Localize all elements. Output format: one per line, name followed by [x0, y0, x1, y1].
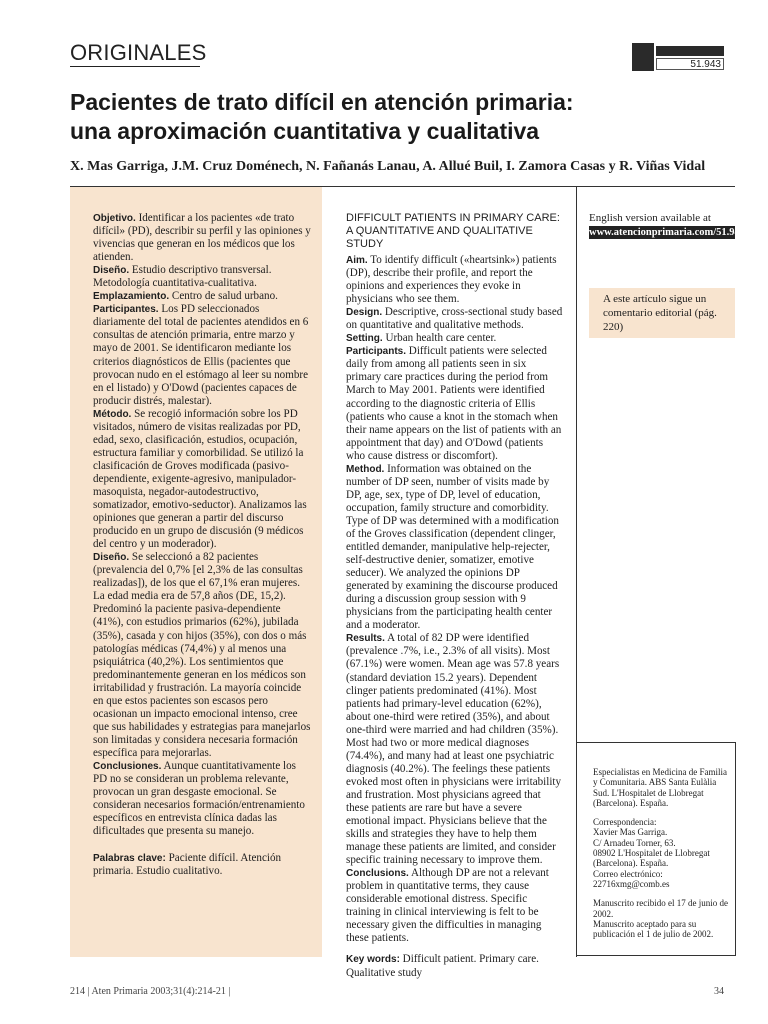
page-number: 34 — [714, 986, 724, 997]
english-version-link[interactable]: www.atencionprimaria.com/51.944 — [589, 227, 746, 238]
email-label: Correo electrónico: — [593, 868, 663, 879]
journal-logo — [632, 43, 724, 71]
correspondence-street: C/ Arnadeu Torner, 63. — [593, 837, 676, 848]
resumen-resultados: Diseño. Se seleccionó a 82 pacientes (prevalencia del 0,7% [el 2,3% de las consultas realizadas]), de los que el 67,1% eran mujeres. La edad media era de 57,8 años (DE, 15,2). Predominó la paciente pasiva-dependiente (41%), con estudios primarios (62%), jubilada (35%), casada y con hijos (35%), con dos o más patologías médicas (74,4%) y al menos una psiquiátrica (40,2%). Los sentimientos que predominantemente generan en los médicos son irritabilidad y frustración. La mayoría coincide en que estos pacientes son escasos pero ocasionan un impacto emocional intenso, cree que sus habilidades y estrategias para manejarlos son limitadas y considera necesaria formación específica para mejorarlas. — [93, 551, 311, 759]
title-line-1: Pacientes de trato difícil en atención primaria: — [70, 89, 574, 115]
correspondence-city: 08902 L'Hospitalet de Llobregat — [593, 848, 710, 859]
accepted-date: Manuscrito aceptado para su publicación el 1 de julio de 2002. — [593, 918, 714, 940]
abstract-aim: Aim. To identify difficult («heartsink») patients (DP), describe their profile, and report the opinions and experiences they evoke in physicians who see them. — [346, 254, 557, 306]
correspondence-country: (Barcelona). España. — [593, 858, 669, 869]
palabras-clave: Palabras clave: Paciente difícil. Atención primaria. Estudio cualitativo. — [93, 852, 282, 878]
english-abstract — [346, 212, 564, 980]
resumen-objetivo: Objetivo. Identificar a los pacientes «de trato difícil» (PD), describir su perfil y las opiniones y vivencias que generan en los médicos que los atienden. — [93, 212, 311, 264]
abstract-participants: Participants. Difficult patients were selected daily from among all patients seen in six primary care practices during the period from March to May 2001. Patients were identified according to the diagnostic criteria of Ellis (patients who cause a knot in the stomach when their name appears on the list of patients with an appointment that day) and O'Dowd (patients who cause distress or discomfort). — [346, 345, 562, 462]
resumen-metodo: Método. Se recogió información sobre los PD visitados, número de visitas realizadas por PD, edad, sexo, clasificación, estudios, ocupación, estructura familiar y comorbilidad. Se utilizó la clasificación de Groves modificada (pasivo-dependiente, exigente-agresivo, manipulador-masoquista, negador-autodestructivo, somatizador, emotivo-seductor). Analizamos las opiniones que generan a partir del discurso producido en un grupo de discusión (9 médicos del centro y un moderador). — [93, 407, 307, 551]
section-heading: ORIGINALES — [70, 40, 207, 65]
correspondence-name: Xavier Mas Garriga. — [593, 827, 668, 838]
resumen-conclusiones: Conclusiones. Aunque cuantitativamente los PD no se consideran un problema relevante, provocan un gran desgaste emocional. Se consideran necesarios formación/entrenamiento específicos en entrevista clínica dadas las dificultades que presenta su manejo. — [93, 759, 305, 838]
key-words: Key words: Difficult patient. Primary care. Qualitative study — [346, 953, 539, 979]
article-number: 51.943 — [656, 58, 724, 70]
section-rule — [70, 66, 200, 67]
abstract-conclusions: Conclusions. Although DP are not a relevant problem in quantitative terms, they cause considerable emotional distress. Specific training in clinical interviewing is felt to be necessary given the difficulties in managing these patients. — [346, 867, 549, 945]
editorial-note: A este artículo sigue un comentario editorial (pág. 220) — [603, 293, 717, 333]
resumen-participantes: Participantes. Los PD seleccionados diariamente del total de pacientes atendidos en 6 consultas de atención primaria, entre marzo y mayo de 2001. Se identificaron mediante los criterios diagnósticos de Ellis (pacientes que provocan nudo en el estómago al leer su nombre en el listado) y O'Dowd (pacientes capaces de producir distrés, malestar). — [93, 303, 309, 407]
article-title — [70, 88, 690, 146]
title-line-2: una aproximación cuantitativa y cualitativa — [70, 118, 540, 144]
resumen-diseno: Diseño. Estudio descriptivo transversal. Metodología cuantitativa-cualitativa. — [93, 264, 272, 290]
abstract-method: Method. Information was obtained on the number of DP seen, number of visits made by DP, age, sex, type of DP, level of education, occupation, family structure and comorbidity. Type of DP was determined with a modification of the Groves classification (dependent clinger, entitled demander, manipulative help-rejecter, self-destructive denier, somatizer, emotive seducer). We analyzed the opinions DP generated by examining the discourse produced during a discussion group session with 9 physicians from the participating health center and a moderator. — [346, 462, 559, 632]
english-title: DIFFICULT PATIENTS IN PRIMARY CARE: A QUANTITATIVE AND QUALITATIVE STUDY — [346, 212, 560, 250]
english-available-note: English version available at — [589, 212, 711, 224]
footer-citation: 214 | Aten Primaria 2003;31(4):214-21 | — [70, 986, 231, 997]
spanish-abstract — [93, 212, 311, 878]
correspondence-label: Correspondencia: — [593, 817, 657, 828]
authors: X. Mas Garriga, J.M. Cruz Doménech, N. Fañanás Lanau, A. Allué Buil, I. Zamora Casas y R. Viñas Vidal — [70, 159, 706, 174]
abstract-design: Design. Descriptive, cross-sectional study based on quantitative and qualitative methods. — [346, 306, 563, 332]
abstract-setting: Setting. Urban health care center. — [346, 332, 497, 345]
affiliation: Especialistas en Medicina de Familia y Comunitaria. ABS Santa Eulàlia Sud. L'Hospitalet de Llobregat (Barcelona). España. — [593, 767, 727, 808]
email-address[interactable]: 22716xmg@comb.es — [593, 878, 670, 889]
abstract-results: Results. A total of 82 DP were identified (prevalence .7%, i.e., 2.3% of all visits). Most (67.1%) were women. Mean age was 57.8 years (standard deviation 15.2 years). Dependent clinger patients predominated (41%). Most patients had primary-level education (62%), about one-third were retired (35%), and about one-third were married and had children (35%). Most had two or more medical diagnoses (74.4%), and many had at least one psychiatric diagnosis (40.2%). The feelings these patients evoked most often in physicians were irritability and frustration. Most physicians agreed that these patients are rare but have a severe emotional impact. Physicians believe that the skills and strategies they have to help them manage these patients are limited, and consider specific training necessary to improve them. — [346, 632, 562, 867]
author-info — [593, 767, 733, 939]
received-date: Manuscrito recibido el 17 de junio de 2002. — [593, 898, 728, 919]
resumen-emplazamiento: Emplazamiento. Centro de salud urbano. — [93, 290, 278, 303]
